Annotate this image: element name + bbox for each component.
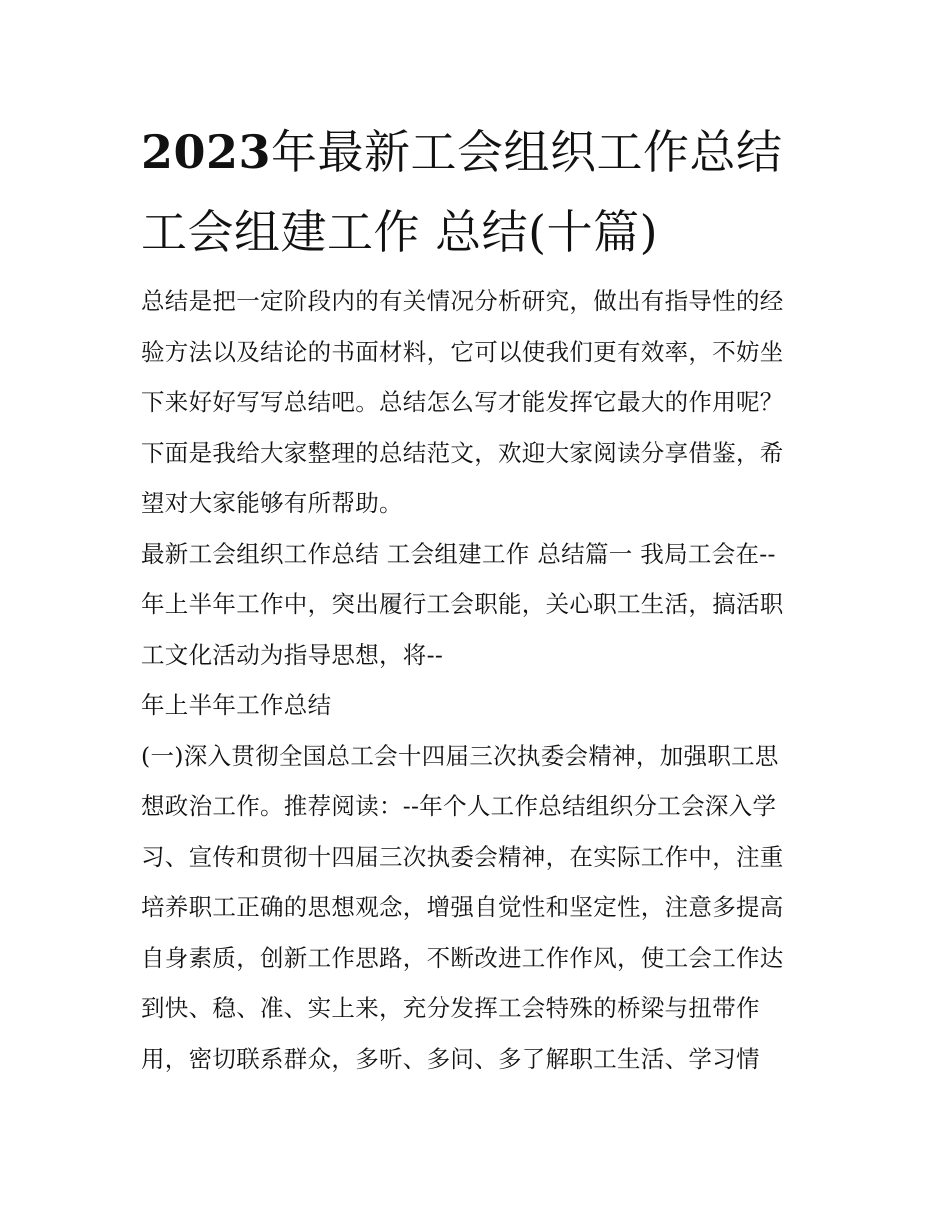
text-line: 下来好好写写总结吧。总结怎么写才能发挥它最大的作用呢？ (141, 388, 784, 416)
text-line: 下面是我给大家整理的总结范文，欢迎大家阅读分享借鉴，希 (141, 438, 784, 467)
title-line-1-text: 年最新工会组织工作总结 (271, 125, 783, 179)
title-line-2: 工会组建工作 总结(十篇) (141, 205, 659, 259)
text-line: 年上半年工作总结 (141, 691, 332, 719)
text-line: 总结是把一定阶段内的有关情况分析研究，做出有指导性的经 (141, 287, 784, 315)
text-line: 年上半年工作中，突出履行工会职能，关心职工生活，搞活职 (141, 590, 784, 618)
text-line: 望对大家能够有所帮助。 (141, 489, 403, 517)
text-line: 最新工会组织工作总结 工会组建工作 总结篇一 我局工会在-- (141, 539, 776, 568)
section-one-paragraph (141, 529, 813, 681)
title-line-1 (141, 112, 813, 192)
text-line: 习、宣传和贯彻十四届三次执委会精神，在实际工作中，注重 (141, 842, 784, 871)
text-line: 想政治工作。推荐阅读：--年个人工作总结组织分工会深入学 (141, 792, 777, 820)
title-year: 2023 (141, 125, 272, 179)
document-content (141, 112, 813, 1084)
text-line: 工文化活动为指导思想，将-- (141, 640, 444, 669)
summary-heading-paragraph (141, 680, 813, 731)
document-title (141, 112, 813, 272)
text-line: 验方法以及结论的书面材料，它可以使我们更有效率，不妨坐 (141, 337, 784, 366)
item-one-paragraph (141, 731, 813, 1085)
intro-paragraph (141, 276, 813, 529)
text-line: (一)深入贯彻全国总工会十四届三次执委会精神，加强职工思 (141, 741, 779, 770)
text-line: 自身素质，创新工作思路，不断改进工作作风，使工会工作达 (141, 943, 784, 972)
text-line: 到快、稳、准、实上来，充分发挥工会特殊的桥梁与扭带作 (141, 994, 760, 1022)
text-line: 培养职工正确的思想观念，增强自觉性和坚定性，注意多提高 (141, 893, 784, 921)
text-line: 用，密切联系群众，多听、多问、多了解职工生活、学习情 (141, 1044, 760, 1073)
